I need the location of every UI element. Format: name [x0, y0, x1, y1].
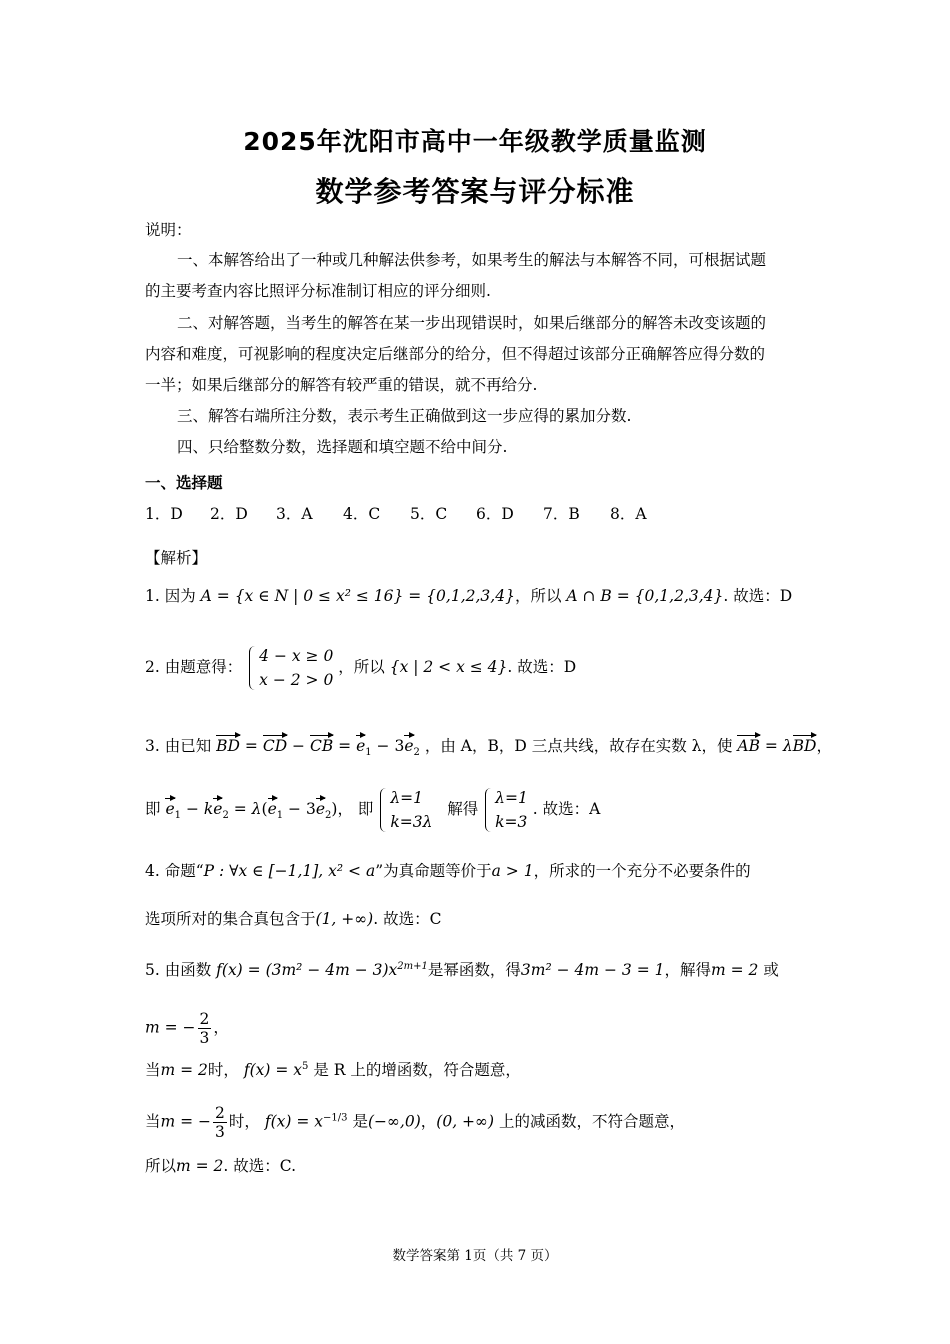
page-footer: 数学答案第 1页（共 7 页） [392, 1248, 558, 1264]
notes-heading: 说明： [145, 221, 192, 239]
q5-case2-frac-den: 3 [215, 1123, 225, 1141]
q5-case2-lead: 当 [145, 1112, 161, 1131]
q5-or: 或 [763, 961, 779, 979]
q2-ineq-2: x − 2 > 0 [259, 671, 334, 689]
solution-5-line-1 [145, 958, 779, 980]
q3-sys1-eq1: λ=1 [390, 789, 424, 807]
q5-mid2: ，解得 [664, 961, 712, 979]
answer-1: 1．D [145, 505, 183, 523]
q1-lead: 1. 因为 [145, 587, 196, 605]
q5-frac-den: 3 [199, 1029, 210, 1047]
answer-3: 3．A [276, 505, 313, 523]
document-subtitle: 数学参考答案与评分标准 [315, 175, 635, 208]
answer-7: 7．B [543, 505, 580, 523]
q2-ineq-1: 4 − x ≥ 0 [259, 647, 334, 665]
note-4: 四、只给整数分数，选择题和填空题不给中间分. [177, 438, 508, 456]
q5-case2-when: 时， [228, 1112, 260, 1131]
note-2-line-1: 二、对解答题，当考生的解答在某一步出现错误时，如果后继部分的解答未改变该题的 [177, 314, 767, 332]
q4-tail: ，所求的一个充分不必要条件的 [533, 862, 751, 880]
q3-expansion: $e_1 - ke_2 = \lambda(e_1 - 3e_2)$ [165, 800, 338, 822]
q5-case2-interval-2: (0, +∞) [436, 1112, 494, 1131]
q5-function: f(x) = (3m² − 4m − 3)x [216, 961, 398, 979]
q1-mid: ，所以 [514, 587, 562, 605]
q4-line2-tail: . 故选：C [373, 910, 442, 928]
q1-set-a: A = {x ∈ N | 0 ≤ x² ≤ 16} = {0,1,2,3,4} [200, 587, 515, 605]
solution-4-line-1 [145, 859, 751, 881]
q2-mid: ，所以 [338, 658, 385, 676]
answer-8: 8．A [610, 505, 647, 523]
q3-sys2-eq1: λ=1 [495, 789, 528, 807]
q5-case2-sep: ， [420, 1112, 437, 1131]
q3-system-2 [483, 786, 528, 834]
q3-line2-mid: ， 即 [337, 800, 374, 818]
q2-inequality-system [247, 644, 333, 692]
q4-line2: 选项所对的集合真包含于 [145, 910, 316, 928]
solution-3-line-1 [145, 734, 832, 758]
q5-case1-tail: 是 R 上的增函数，符合题意， [313, 1061, 521, 1079]
note-2-line-2: 内容和难度，可视影响的程度决定后继部分的给分，但不得超过该部分正确解答应得分数的 [145, 345, 766, 363]
answer-2: 2．D [210, 505, 248, 523]
q5-final-tail: . 故选：C. [223, 1157, 297, 1175]
q5-case2-fraction [213, 1104, 227, 1141]
q5-exponent: 2m+1 [397, 960, 428, 972]
note-1-line-1: 一、本解答给出了一种或几种解法供参考，如果考生的解法与本解答不同，可根据试题 [177, 251, 767, 269]
q5-case1-m: m = 2 [160, 1061, 208, 1079]
solution-2 [145, 644, 576, 692]
answer-5: 5．C [410, 505, 448, 523]
solution-5-conclusion [145, 1154, 296, 1176]
q3-system-1 [378, 786, 432, 834]
q2-tail: . 故选：D [507, 658, 577, 676]
q5-comma: ， [213, 1018, 229, 1037]
q5-equation: 3m² − 4m − 3 = 1 [520, 961, 665, 979]
q1-tail: . 故选：D [723, 587, 793, 605]
analysis-label: 【解析】 [145, 549, 208, 567]
solution-5-case-1 [145, 1058, 521, 1080]
q3-vector-equation: BD = CD − CB = $e_1 - 3e_2$ [216, 737, 420, 759]
q3-solve: 解得 [447, 800, 479, 818]
q5-case1-when: 时， [207, 1061, 239, 1079]
q4-interval: (1, +∞) [315, 910, 374, 928]
q5-case2-exp: −1/3 [323, 1112, 348, 1124]
solution-5-case-2 [145, 1104, 685, 1141]
section-heading-choice: 一、选择题 [145, 474, 223, 492]
q2-result: {x | 2 < x ≤ 4} [389, 658, 508, 676]
q5-lead: 5. 由函数 [145, 961, 212, 979]
q5-m1: m = 2 [711, 961, 759, 979]
q3-sys1-eq2: k=3λ [390, 813, 433, 831]
answer-4: 4．C [343, 505, 381, 523]
q5-case1-func: f(x) = x [243, 1061, 303, 1079]
q1-result: A ∩ B = {0,1,2,3,4} [566, 587, 724, 605]
q5-mid: 是幂函数，得 [427, 961, 521, 979]
solution-1 [145, 584, 792, 606]
q5-final-lead: 所以 [145, 1157, 177, 1175]
q3-sys2-eq2: k=3 [495, 813, 528, 831]
q4-condition: a > 1 [491, 862, 534, 880]
q4-proposition: P : ∀x ∈ [−1,1], x² < a [203, 862, 376, 880]
note-3: 三、解答右端所注分数，表示考生正确做到这一步应得的累加分数. [177, 407, 632, 425]
q3-line2-lead: 即 [145, 800, 161, 818]
solution-3-line-2 [145, 786, 600, 834]
solution-4-line-2 [145, 907, 441, 929]
q3-tail: ，由 A，B，D 三点共线，故存在实数 λ，使 [424, 737, 733, 755]
q5-case2-tail: 上的减函数，不符合题意， [498, 1112, 685, 1131]
q3-lead: 3. 由已知 [145, 737, 212, 755]
q5-final-m: m = 2 [176, 1157, 224, 1175]
q5-case2-interval-1: (−∞,0) [367, 1112, 421, 1131]
q5-case2-func: f(x) = x [264, 1112, 324, 1131]
q5-frac-num: 2 [199, 1010, 210, 1028]
q5-case2-m: m = − [160, 1112, 212, 1131]
q5-m2: m = − [145, 1018, 196, 1037]
q4-lead: 4. 命题“ [145, 862, 204, 880]
q4-mid: ”为真命题等价于 [375, 862, 492, 880]
q5-case1-exp: 5 [302, 1060, 309, 1072]
note-1-line-2: 的主要考查内容比照评分标准制订相应的评分细则. [145, 282, 491, 300]
q5-case2-frac-num: 2 [215, 1104, 225, 1122]
q3-line2-tail: . 故选：A [532, 800, 601, 818]
exam-title: 2025年沈阳市高中一年级教学质量监测 [243, 127, 707, 156]
solution-5-line-2 [145, 1010, 229, 1047]
q5-case2-mid: 是 [352, 1112, 368, 1131]
q2-lead: 2. 由题意得： [145, 658, 243, 676]
q5-case1-lead: 当 [145, 1061, 161, 1079]
q5-fraction [198, 1010, 212, 1047]
note-2-line-3: 一半；如果后继部分的解答有较严重的错误，就不再给分. [145, 376, 538, 394]
q3-collinear-condition: AB = λBD， [737, 737, 832, 755]
answer-6: 6．D [476, 505, 514, 523]
